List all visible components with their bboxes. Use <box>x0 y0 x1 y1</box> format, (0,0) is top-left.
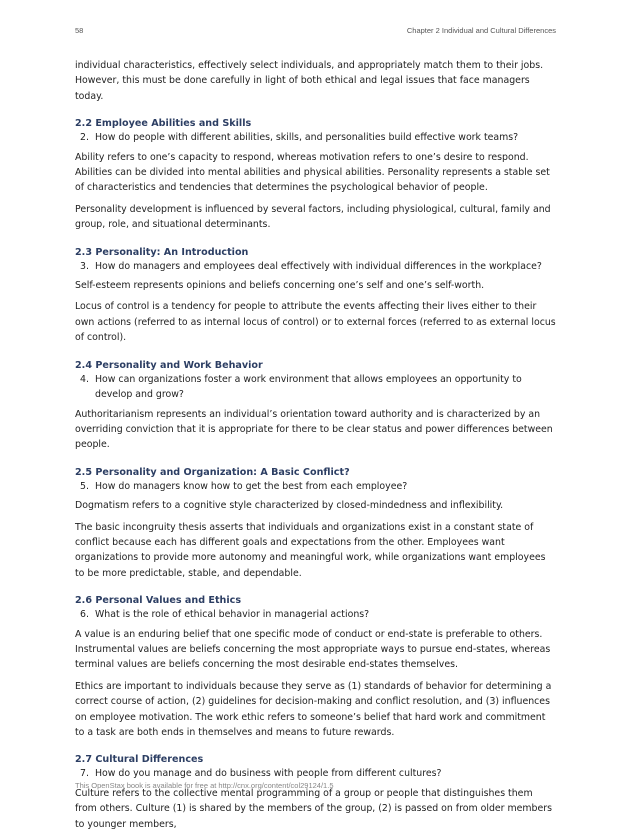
chapter-title: Chapter 2 Individual and Cultural Differences <box>406 26 556 35</box>
question-text: How do you manage and do business with people from different cultures? <box>95 768 442 780</box>
summary-paragraph: Dogmatism refers to a cognitive style characterized by closed-mindedness and inflexibility. <box>75 500 504 512</box>
summary-paragraph: Ability refers to one’s capacity to respond, whereas motivation refers to one’s desire to respond. Abilities can be divided into mental abilities and physical abilities. Personality represents a stable set of characteristics and tendencies that determines the psychological behavior of people. <box>75 151 550 194</box>
review-question <box>75 607 557 622</box>
intro-paragraph: individual characteristics, effectively select individuals, and appropriately match them to their jobs. However, this must be done carefully in light of both ethical and legal issues that face managers today. <box>75 60 544 102</box>
question-number: 7. <box>80 768 89 780</box>
review-question <box>75 259 557 274</box>
section-heading: 2.4 Personality and Work Behavior <box>75 359 263 371</box>
question-text: What is the role of ethical behavior in managerial actions? <box>95 609 370 621</box>
summary-paragraph: Self-esteem represents opinions and beliefs concerning one’s self and one’s self-worth. <box>75 280 485 292</box>
question-number: 2. <box>80 132 89 144</box>
question-text: How do managers know how to get the best from each employee? <box>95 480 408 492</box>
page-number: 58 <box>75 26 84 35</box>
review-question <box>75 372 557 403</box>
section-heading: 2.5 Personality and Organization: A Basic Conflict? <box>75 466 350 478</box>
question-number: 4. <box>80 373 89 385</box>
summary-paragraph: Culture refers to the collective mental programming of a group or people that distinguishes them from others. Culture (1) is shared by the members of the group, (2) is passed on from older members to younger members, <box>75 787 552 830</box>
footer-note: This OpenStax book is available for free at http://cnx.org/content/col29124/1.5 <box>75 781 334 790</box>
section-heading: 2.7 Cultural Differences <box>75 754 204 766</box>
summary-paragraph: Authoritarianism represents an individual’s orientation toward authority and is characterized by an overriding conviction that it is appropriate for there to be clear status and power differences between people. <box>75 408 553 451</box>
summary-paragraph: Personality development is influenced by several factors, including physiological, cultural, family and group, role, and situational determinants. <box>75 203 551 231</box>
question-number: 5. <box>80 480 89 492</box>
page-content <box>75 58 557 838</box>
summary-paragraph: Locus of control is a tendency for people to attribute the events affecting their lives either to their own actions (referred to as internal locus of control) or to external forces (referred to as external locus of control). <box>75 301 556 344</box>
summary-paragraph: Ethics are important to individuals because they serve as (1) standards of behavior for determining a correct course of action, (2) guidelines for decision-making and conflict resolution, and (3) influences on employee motivation. The work ethic refers to someone’s belief that hard work and commitment to a task are both ends in themselves and means to future rewards. <box>75 680 552 738</box>
review-question <box>75 766 557 781</box>
section-heading: 2.3 Personality: An Introduction <box>75 246 249 258</box>
question-number: 3. <box>80 260 89 272</box>
summary-paragraph: A value is an enduring belief that one specific mode of conduct or end-state is preferable to others. Instrumental values are beliefs concerning the most appropriate ways to pursue end-states, whereas terminal values are beliefs concerning the most desirable end-states themselves. <box>75 628 551 671</box>
question-number: 6. <box>80 609 89 621</box>
section-heading: 2.2 Employee Abilities and Skills <box>75 118 252 130</box>
review-question <box>75 479 557 494</box>
section-heading: 2.6 Personal Values and Ethics <box>75 595 242 607</box>
question-text: How do people with different abilities, skills, and personalities build effective work teams? <box>95 132 519 144</box>
question-text: How do managers and employees deal effectively with individual differences in the workplace? <box>95 260 542 272</box>
question-text: How can organizations foster a work environment that allows employees an opportunity to develop and grow? <box>95 373 522 401</box>
summary-paragraph: The basic incongruity thesis asserts that individuals and organizations exist in a constant state of conflict because each has different goals and expectations from the other. Employees want organizations to provide more autonomy and meaningful work, while organizations want employees to be more predictable, stable, and dependable. <box>75 521 546 579</box>
review-question <box>75 130 557 145</box>
